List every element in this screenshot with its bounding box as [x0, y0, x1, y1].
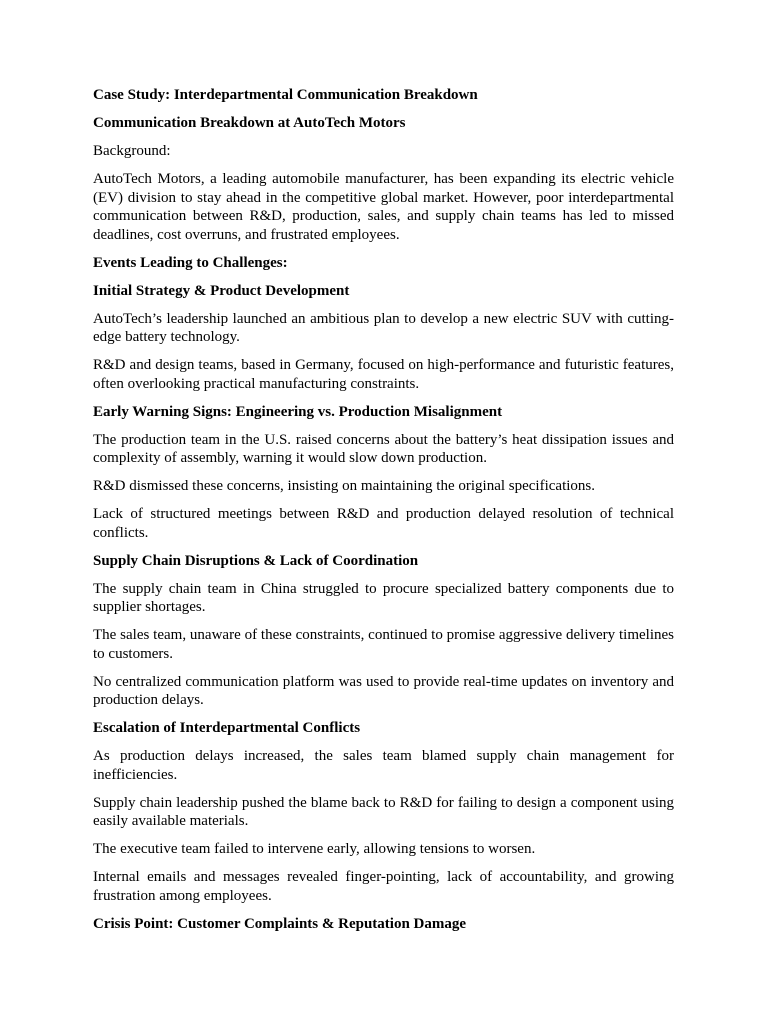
background-label: Background: [93, 143, 171, 159]
background-paragraph: AutoTech Motors, a leading automobile manufacturer, has been expanding its electric vehicle (EV) division to stay ahead in the competitive global market. However, poor interdepartmental communication between R&D, production, sales, and supply chain teams has led to missed deadlines, cost overruns, and frustrated employees. [93, 171, 674, 243]
section-heading: Initial Strategy & Product Development [93, 282, 350, 299]
section-heading: Early Warning Signs: Engineering vs. Production Misalignment [93, 403, 503, 420]
section-heading: Crisis Point: Customer Complaints & Reputation Damage [93, 915, 467, 932]
section-paragraph: The supply chain team in China struggled to procure specialized battery components due to supplier shortages. [93, 580, 674, 615]
section-paragraph: The executive team failed to intervene early, allowing tensions to worsen. [93, 841, 536, 857]
section-paragraph: Internal emails and messages revealed finger-pointing, lack of accountability, and growing frustration among employees. [93, 869, 674, 904]
events-heading: Events Leading to Challenges: [93, 254, 288, 271]
section-heading: Escalation of Interdepartmental Conflicts [93, 720, 361, 736]
section-paragraph: R&D and design teams, based in Germany, focused on high-performance and futuristic features, often overlooking practical manufacturing constraints. [93, 357, 674, 392]
section-paragraph: R&D dismissed these concerns, insisting on maintaining the original specifications. [93, 478, 596, 494]
document-subtitle: Communication Breakdown at AutoTech Motors [93, 115, 406, 131]
section-paragraph: The sales team, unaware of these constraints, continued to promise aggressive delivery timelines to customers. [93, 627, 674, 662]
document-body [93, 86, 674, 943]
section-heading: Supply Chain Disruptions & Lack of Coordination [93, 552, 419, 569]
section-paragraph: No centralized communication platform was used to provide real-time updates on inventory and production delays. [93, 673, 674, 708]
section-paragraph: Lack of structured meetings between R&D and production delayed resolution of technical conflicts. [93, 506, 674, 541]
document-title: Case Study: Interdepartmental Communication Breakdown [93, 87, 478, 103]
section-paragraph: Supply chain leadership pushed the blame back to R&D for failing to design a component using easily available materials. [93, 794, 674, 829]
section-paragraph: The production team in the U.S. raised concerns about the battery’s heat dissipation issues and complexity of assembly, warning it would slow down production. [93, 431, 674, 466]
section-paragraph: As production delays increased, the sales team blamed supply chain management for inefficiencies. [93, 748, 674, 783]
section-paragraph: AutoTech’s leadership launched an ambitious plan to develop a new electric SUV with cutting-edge battery technology. [93, 310, 674, 345]
